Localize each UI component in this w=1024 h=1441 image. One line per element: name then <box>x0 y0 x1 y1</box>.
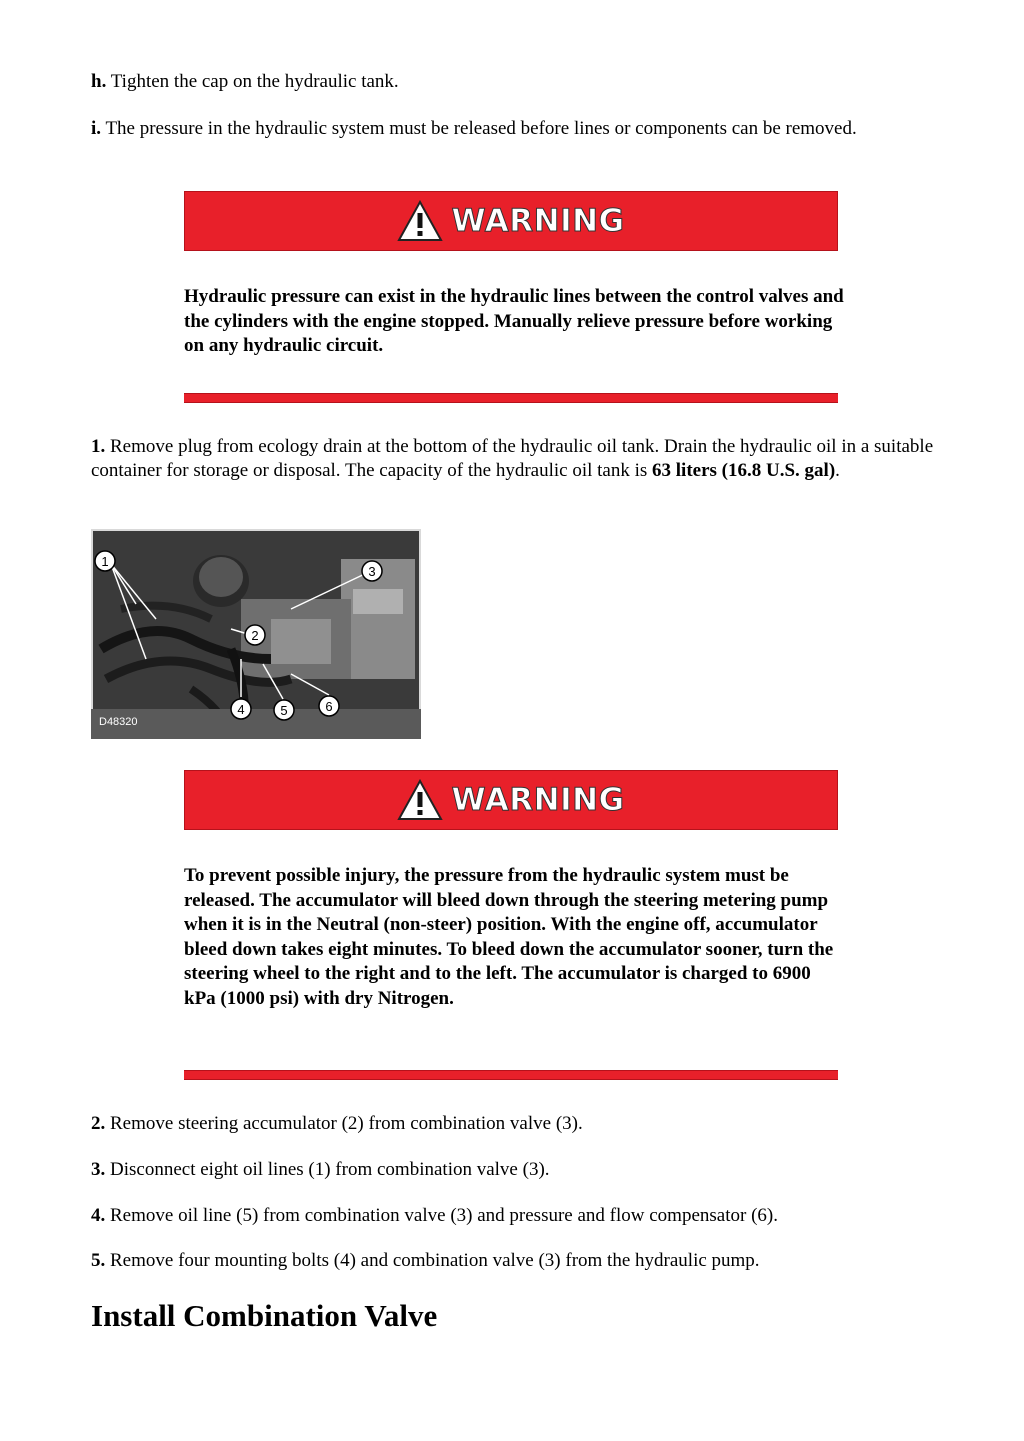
step-4-label: 4. <box>91 1205 106 1226</box>
callout-5 <box>274 700 294 720</box>
step-2 <box>91 1112 936 1136</box>
step-2-label: 2. <box>91 1113 106 1134</box>
step-i <box>91 117 936 141</box>
warning-banner-2 <box>184 770 838 830</box>
callout-2 <box>245 625 265 645</box>
step-3-label: 3. <box>91 1159 106 1180</box>
svg-text:1: 1 <box>101 554 109 569</box>
step-h-label: h. <box>91 71 107 92</box>
callout-1 <box>95 551 115 571</box>
warning-end-bar <box>184 393 838 403</box>
step-2-text: Remove steering accumulator (2) from combination valve (3). <box>105 1113 583 1134</box>
warning-body-2: To prevent possible injury, the pressure from the hydraulic system must be released. The accumulator will bleed down through the steering metering pump when it is in the Neutral (non-steer) position. With the engine off, accumulator bleed down takes eight minutes. To bleed down the accumulator sooner, turn the steering wheel to the right and to the left. The accumulator is charged to 6900 kPa (1000 psi) with dry Nitrogen. <box>184 865 834 1009</box>
combination-valve-photo <box>91 529 421 739</box>
step-h-text: Tighten the cap on the hydraulic tank. <box>106 71 399 92</box>
step-4-text: Remove oil line (5) from combination valve (3) and pressure and flow compensator (6). <box>105 1205 778 1226</box>
step-h <box>91 70 936 94</box>
step-3 <box>91 1158 936 1182</box>
svg-text:2: 2 <box>251 628 259 643</box>
step-1-label: 1. <box>91 436 106 457</box>
section-heading: Install Combination Valve <box>91 1298 438 1333</box>
tank-capacity: 63 liters (16.8 U.S. gal) <box>652 460 836 481</box>
warning-label-2: WARNING <box>451 782 625 818</box>
warning-end-bar-2 <box>184 1070 838 1080</box>
warning-triangle-icon <box>397 779 443 821</box>
svg-text:6: 6 <box>325 699 333 714</box>
step-4 <box>91 1204 936 1228</box>
step-1-text: Remove plug from ecology drain at the bottom of the hydraulic oil tank. Drain the hydraulic oil in a suitable container for storage or disposal. The capacity of the hydraulic oil tank is <box>91 436 934 481</box>
step-i-text: The pressure in the hydraulic system must be released before lines or components can be removed. <box>101 118 857 139</box>
step-5-label: 5. <box>91 1250 106 1271</box>
callout-6 <box>319 696 339 716</box>
warning-triangle-icon <box>397 200 443 242</box>
callout-4 <box>231 699 251 719</box>
warning-body: Hydraulic pressure can exist in the hydraulic lines between the control valves and the cylinders with the engine stopped. Manually relieve pressure before working on any hydraulic circuit. <box>184 286 844 356</box>
step-3-text: Disconnect eight oil lines (1) from combination valve (3). <box>105 1159 550 1180</box>
step-1-end: . <box>835 460 840 481</box>
warning-banner <box>184 191 838 251</box>
step-5 <box>91 1249 936 1273</box>
figure-id-label: D48320 <box>99 716 138 728</box>
warning-label: WARNING <box>451 203 625 239</box>
svg-text:3: 3 <box>368 564 376 579</box>
step-5-text: Remove four mounting bolts (4) and combination valve (3) from the hydraulic pump. <box>105 1250 760 1271</box>
svg-text:4: 4 <box>237 702 245 717</box>
svg-text:5: 5 <box>280 703 288 718</box>
step-i-label: i. <box>91 118 102 139</box>
step-1 <box>91 435 936 483</box>
callout-3 <box>362 561 382 581</box>
